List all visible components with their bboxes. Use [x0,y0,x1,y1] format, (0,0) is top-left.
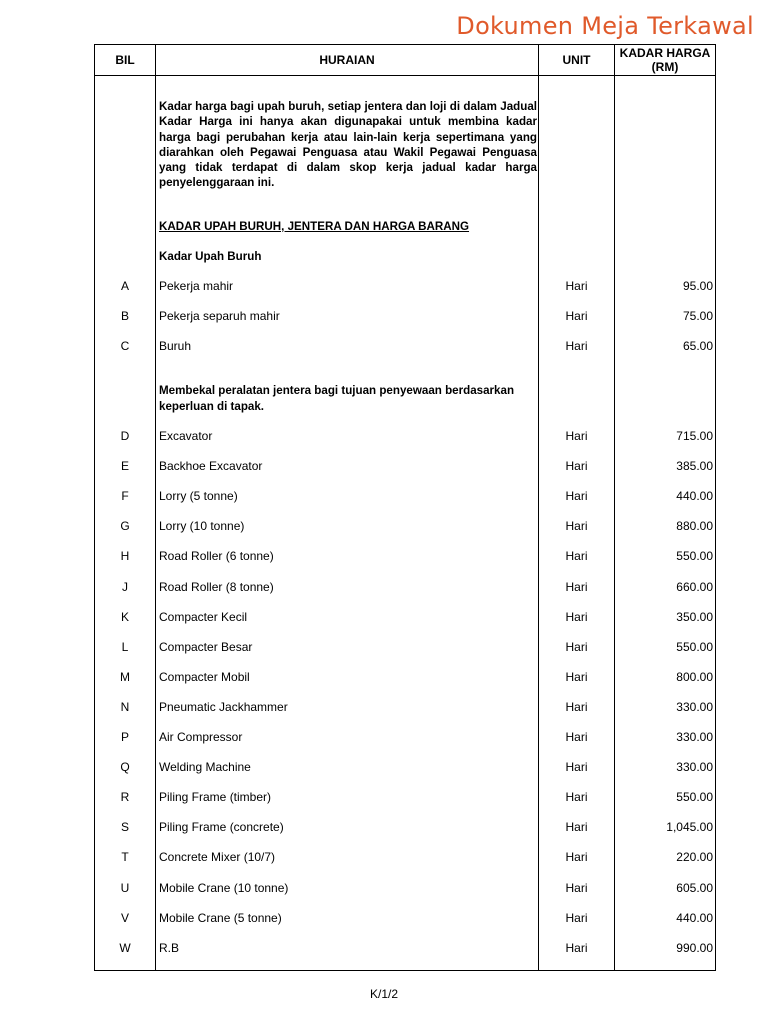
cell-desc: Compacter Mobil [159,669,250,684]
header-divider [95,75,715,76]
intro-paragraph: Kadar harga bagi upah buruh, setiap jentera dan loji di dalam Jadual Kadar Harga ini hanya akan digunapakai untuk membina kadar harga bagi perubahan kerja atau lain-lain kerja sepertimana yang diarahkan oleh Pegawai Penguasa atau Wakil Pegawai Penguasa yang tidak terdapat di dalam skop kerja jadual kadar harga penyelenggaraan ini. [159,100,537,190]
cell-bil: Q [120,760,130,775]
table-row [95,911,715,927]
table-row [95,580,715,596]
header-kadar-line1: KADAR HARGA [619,46,711,60]
cell-bil: N [120,699,130,714]
cell-unit: Hari [565,639,588,654]
cell-rate: 440.00 [676,910,713,925]
cell-rate: 715.00 [676,429,713,443]
cell-bil: G [120,519,130,534]
cell-desc: Compacter Kecil [159,609,248,624]
cell-desc: Pneumatic Jackhammer [159,699,288,714]
cell-unit: Hari [565,760,588,775]
cell-desc: Road Roller (8 tonne) [159,579,274,594]
cell-bil: L [121,639,129,654]
cell-desc: Road Roller (6 tonne) [159,549,274,564]
cell-rate: 660.00 [676,579,713,594]
cell-rate: 75.00 [682,309,713,323]
cell-bil: H [120,549,130,564]
cell-bil: M [120,669,130,684]
cell-unit: Hari [565,669,588,684]
rate-table [94,44,716,971]
page-number: K/1/2 [369,987,399,1001]
table-row [95,820,715,836]
cell-unit: Hari [565,850,588,865]
cell-bil: B [120,309,129,323]
cell-bil: D [120,429,130,443]
cell-unit: Hari [565,279,588,293]
header-kadar-harga [615,45,715,75]
cell-desc: Air Compressor [159,730,243,744]
cell-unit: Hari [565,790,588,805]
cell-rate: 880.00 [676,519,713,534]
cell-unit: Hari [565,940,588,955]
cell-desc: Buruh [159,339,192,353]
cell-bil: U [120,880,130,895]
cell-bil: W [119,940,131,955]
table-row [95,941,715,957]
cell-rate: 440.00 [676,489,713,504]
table-row [95,549,715,565]
cell-bil: C [120,339,130,353]
table-row [95,610,715,626]
cell-rate: 1,045.00 [666,820,713,835]
table-row [95,790,715,806]
cell-rate: 550.00 [676,549,713,564]
table-row [95,279,715,295]
cell-unit: Hari [565,579,588,594]
cell-bil: T [121,850,129,865]
cell-desc: Piling Frame (concrete) [159,820,284,835]
cell-bil: R [120,790,130,805]
cell-unit: Hari [565,459,588,474]
cell-rate: 385.00 [676,459,713,474]
cell-unit: Hari [565,880,588,895]
cell-bil: A [120,279,129,293]
table-row [95,339,715,355]
cell-desc: R.B [159,940,180,955]
cell-bil: V [120,910,129,925]
cell-desc: Lorry (5 tonne) [159,489,238,504]
watermark-text: Dokumen Meja Terkawal [456,12,754,40]
section-title: KADAR UPAH BURUH, JENTERA DAN HARGA BARANG [159,220,470,233]
table-row [95,700,715,716]
cell-desc: Backhoe Excavator [159,459,263,474]
cell-bil: F [121,489,129,504]
table-row [95,489,715,505]
cell-unit: Hari [565,910,588,925]
table-row [95,640,715,656]
cell-unit: Hari [565,730,588,744]
header-huraian: HURAIAN [319,53,375,67]
cell-bil: P [120,730,129,744]
cell-rate: 330.00 [676,699,713,714]
cell-unit: Hari [565,339,588,353]
cell-bil: J [122,579,128,594]
header-unit: UNIT [562,53,591,67]
cell-rate: 95.00 [682,279,713,293]
cell-desc: Excavator [159,429,213,443]
cell-unit: Hari [565,429,588,443]
cell-rate: 550.00 [676,639,713,654]
cell-desc: Pekerja separuh mahir [159,309,280,323]
header-kadar-line2: (RM) [651,60,679,74]
cell-desc: Compacter Besar [159,639,253,654]
cell-rate: 65.00 [682,339,713,353]
cell-rate: 605.00 [676,880,713,895]
table-row [95,730,715,746]
cell-desc: Welding Machine [159,760,251,775]
table-row [95,429,715,445]
cell-unit: Hari [565,309,588,323]
table-row [95,760,715,776]
cell-rate: 330.00 [676,730,713,744]
header-bil: BIL [115,53,135,67]
cell-desc: Concrete Mixer (10/7) [159,850,276,865]
table-row [95,850,715,866]
cell-unit: Hari [565,609,588,624]
cell-bil: S [120,820,129,835]
cell-unit: Hari [565,820,588,835]
cell-unit: Hari [565,519,588,534]
cell-unit: Hari [565,489,588,504]
cell-rate: 220.00 [676,850,713,865]
cell-rate: 800.00 [676,669,713,684]
cell-rate: 550.00 [676,790,713,805]
table-row [95,309,715,325]
table-row [95,459,715,475]
equipment-note: Membekal peralatan jentera bagi tujuan penyewaan berdasarkan keperluan di tapak. [159,384,515,413]
cell-desc: Pekerja mahir [159,279,234,293]
table-row [95,519,715,535]
cell-rate: 330.00 [676,760,713,775]
cell-rate: 350.00 [676,609,713,624]
cell-bil: K [120,609,129,624]
cell-unit: Hari [565,549,588,564]
table-row [95,670,715,686]
cell-desc: Lorry (10 tonne) [159,519,245,534]
cell-unit: Hari [565,699,588,714]
cell-bil: E [120,459,129,474]
subsection-title: Kadar Upah Buruh [159,250,262,263]
cell-desc: Mobile Crane (5 tonne) [159,910,282,925]
cell-desc: Piling Frame (timber) [159,790,272,805]
cell-rate: 990.00 [676,940,713,955]
table-row [95,881,715,897]
cell-desc: Mobile Crane (10 tonne) [159,880,289,895]
